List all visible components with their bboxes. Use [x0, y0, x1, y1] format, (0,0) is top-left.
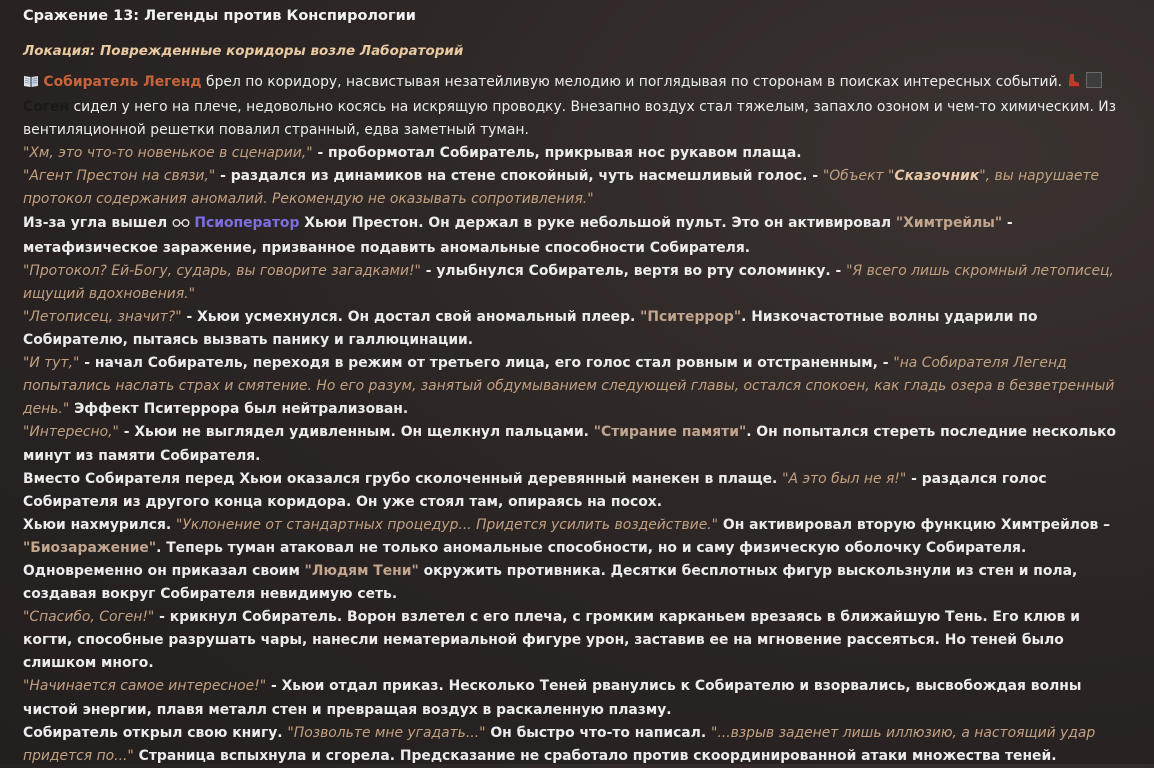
narration-text: . Теперь туман атаковал не только аномальные способности, но и саму физическую оболочку Собирателя. Одновременно он приказал своим	[23, 539, 1027, 579]
story-paragraph	[23, 352, 1132, 421]
narration-text: Хьюи Престон. Он держал в руке небольшой пульт. Это он активировал	[299, 214, 896, 231]
story-paragraph	[23, 606, 1132, 675]
battle-title: Сражение 13: Легенды против Конспирологии	[23, 8, 416, 24]
stop-square-icon	[1086, 72, 1102, 88]
narration-text: - Хьюи не выглядел удивленным. Он щелкнул пальцами.	[118, 424, 594, 441]
narration-text: брел по коридору, насвистывая незатейливую мелодию и поглядывая по сторонам в поисках интересных событий.	[206, 74, 1063, 90]
narration-text: Он быстро что-то написал.	[485, 724, 711, 741]
ability-name: "Пситеррор"	[640, 308, 742, 325]
quote-text: "И тут,"	[23, 355, 80, 372]
narration-text: Из-за угла вышел	[23, 214, 172, 231]
narration-text: окружить противника. Десятки бесплотных фигур выскользнули из стен и пола, создавая вокруг Собирателя невидимую сеть.	[23, 562, 1078, 603]
story-paragraph	[23, 514, 1132, 606]
story-paragraph	[23, 260, 1132, 306]
story-paragraph	[23, 71, 1132, 142]
glasses-icon	[172, 214, 190, 237]
quote-text: "Спасибо, Соген!"	[23, 609, 155, 626]
ability-name: "Стирание памяти"	[593, 424, 747, 441]
narration-text: - раздался голос Собирателя из другого конца коридора. Он уже стоял там, опираясь на посох.	[23, 470, 1047, 510]
narration-text: Вместо Собирателя перед Хьюи оказался грубо сколоченный деревянный манекен в плаще.	[23, 470, 783, 487]
narration-text: Эффект Пситеррора был нейтрализован.	[69, 401, 409, 418]
quote-text: "на Собирателя Легенд попытались наслать страх и смятение. Но его разум, занятый обдумыванием следующей главы, остался спокоен, как гладь озера в безветренный день."	[23, 355, 1115, 418]
quote-text: "Позвольте мне угадать..."	[287, 724, 486, 741]
psioperator-name[interactable]: Псиоператор	[194, 214, 300, 231]
quote-highlight: Сказочник	[894, 168, 980, 185]
story-paragraph	[23, 722, 1132, 768]
quote-text: "Уклонение от стандартных процедур... Придется усилить воздействие."	[176, 516, 719, 533]
narration-text: - начал Собиратель, переходя в режим от третьего лица, его голос стал ровным и отстраненным, -	[79, 355, 894, 372]
story-paragraph	[23, 421, 1132, 467]
quote-text: "Начинается самое интересное!"	[23, 678, 267, 695]
sogen-name[interactable]: Соген	[23, 99, 70, 116]
quote-text: "Я всего лишь скромный летописец, ищущий вдохновения."	[23, 262, 1114, 302]
ability-name: "Биозаражение"	[23, 539, 157, 556]
narration-text: . Низкочастотные волны ударили по Собирателю, пытаясь вызвать панику и галлюцинации.	[23, 308, 1038, 349]
quote-text: "Объект "	[822, 168, 895, 185]
quote-text: "Интересно,"	[23, 424, 119, 441]
narration-text: - Хьюи отдал приказ. Несколько Теней рванулись к Собирателю и взорвались, высвобождая волны чистой энергии, плавя металл стен и превращая воздух в раскаленную плазму.	[23, 678, 1082, 718]
ability-name: "Химтрейлы"	[895, 214, 1003, 231]
story-paragraph	[23, 212, 1132, 260]
narration-text: - метафизическое заражение, призванное подавить аномальные способности Собирателя.	[23, 214, 1013, 256]
narration-text: Собиратель открыл свою книгу.	[23, 724, 288, 741]
story-paragraph	[23, 165, 1132, 211]
boot-icon	[1066, 73, 1081, 96]
narration-text: - Хьюи усмехнулся. Он достал свой аномальный плеер.	[181, 308, 641, 325]
location-line: Локация: Поврежденные коридоры возле Лабораторий	[23, 43, 464, 59]
book-icon	[23, 73, 39, 96]
quote-text: "А это был не я!"	[782, 470, 907, 487]
story-paragraph	[23, 142, 1132, 165]
narration-text: Он активировал вторую функцию Химтрейлов –	[718, 516, 1111, 533]
narration-text: сидел у него на плече, недовольно косясь на искрящую проводку. Внезапно воздух стал тяжелым, запахло озоном и чем-то химическим. Из вентиляционной решетки повалил странный, едва заметный туман.	[23, 99, 1117, 139]
narration-text: - пробормотал Собиратель, прикрывая нос рукавом плаща.	[312, 145, 802, 162]
collector-name[interactable]: Собиратель Легенд	[43, 74, 202, 90]
narration-text: - раздался из динамиков на стене спокойный, чуть насмешливый голос. -	[215, 168, 823, 185]
narration-text: Страница вспыхнула и сгорела. Предсказание не сработало против скоординированной атаки множества теней.	[133, 747, 1057, 764]
story-paragraph	[23, 468, 1132, 514]
story-paragraph	[23, 675, 1132, 721]
quote-text: "Протокол? Ей-Богу, сударь, вы говорите загадками!"	[23, 262, 421, 279]
ability-name: "Людям Тени"	[304, 562, 419, 579]
quote-text: "Хм, это что-то новенькое в сценарии,"	[23, 145, 313, 162]
story-paragraph	[23, 306, 1132, 352]
quote-text: "Агент Престон на связи,"	[23, 168, 216, 185]
narration-text: Хьюи нахмурился.	[23, 516, 177, 533]
narration-text: - крикнул Собиратель. Ворон взлетел с его плеча, с громким карканьем врезаясь в ближайшую Тень. Его клюв и когти, способные разрушать чары, нанесли нематериальной фигуре урон, заставив ее на мгновение рассеяться. Но теней было слишком много.	[23, 609, 1081, 672]
quote-text: "Летописец, значит?"	[23, 308, 182, 325]
quote-text: ", вы нарушаете протокол содержания аномалий. Рекомендую не оказывать сопротивления."	[23, 168, 1100, 208]
narration-text: . Он попытался стереть последние несколько минут из памяти Собирателя.	[23, 424, 1117, 464]
narration-text: - улыбнулся Собиратель, вертя во рту соломинку. -	[420, 262, 847, 279]
quote-text: "...взрыв заденет лишь иллюзию, а настоящий удар придется по..."	[23, 724, 1096, 764]
